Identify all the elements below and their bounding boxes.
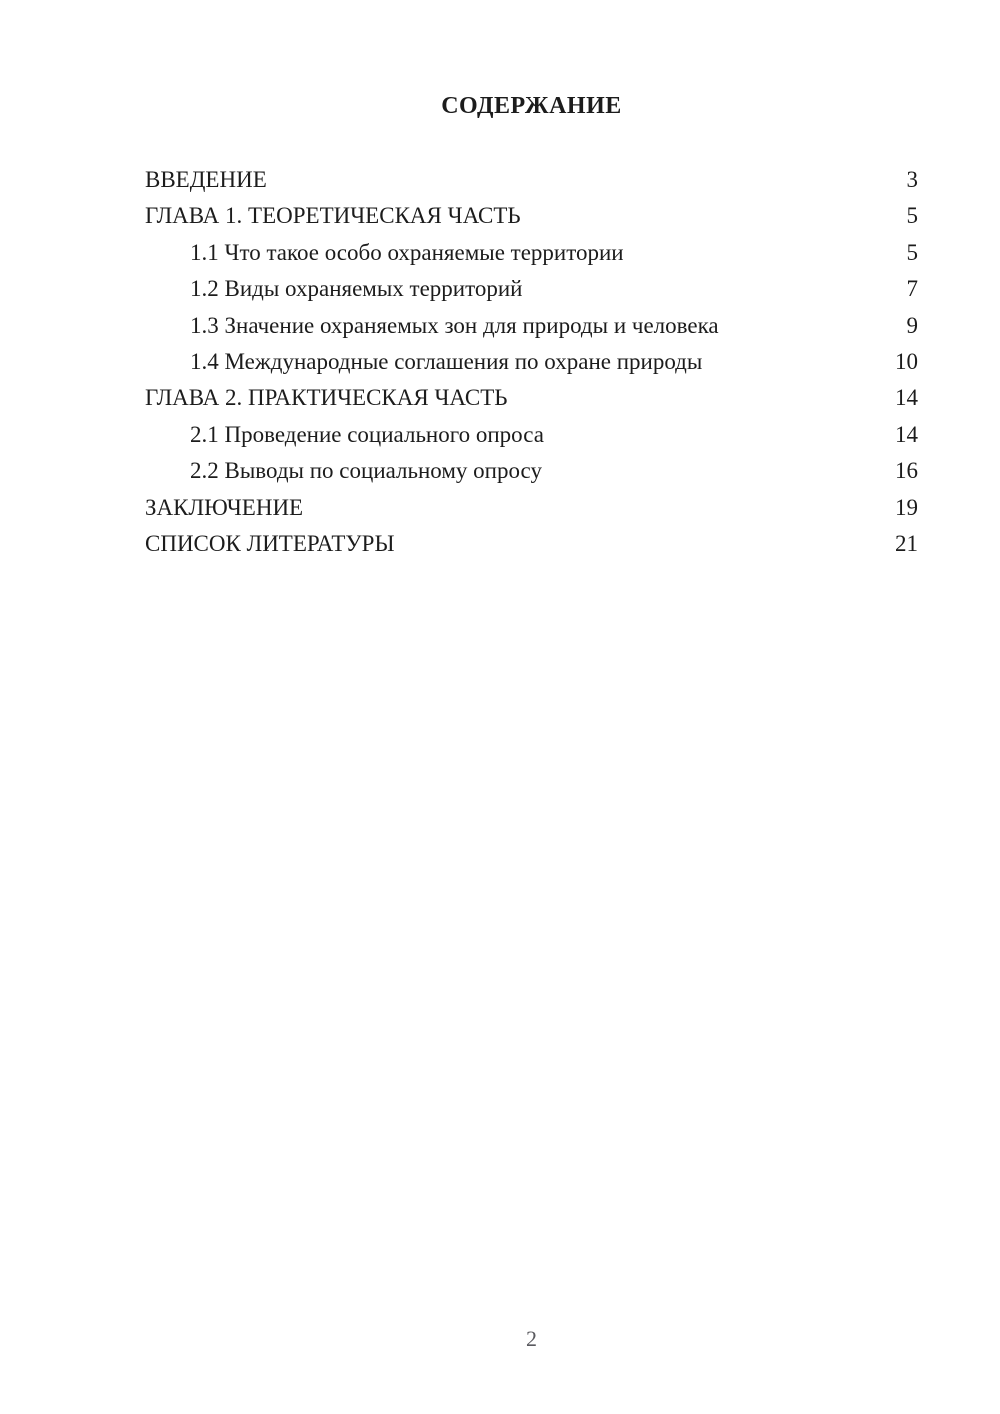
toc-entry [145, 380, 918, 416]
toc-entry [145, 453, 918, 489]
toc-entry-label: ЗАКЛЮЧЕНИЕ [145, 494, 304, 520]
toc-list [145, 162, 918, 562]
toc-entry-page-number: 5 [906, 203, 918, 229]
toc-content [145, 90, 918, 562]
toc-entry [145, 235, 918, 271]
toc-entry-label: СПИСОК ЛИТЕРАТУРЫ [145, 531, 395, 557]
toc-entry-label: ГЛАВА 2. ПРАКТИЧЕСКАЯ ЧАСТЬ [145, 385, 508, 411]
toc-entry-page-number: 19 [895, 494, 918, 520]
page-title: СОДЕРЖАНИЕ [441, 93, 622, 119]
toc-entry-label: 1.2 Виды охраняемых территорий [190, 276, 523, 302]
toc-entry-label: 1.4 Международные соглашения по охране природы [190, 349, 703, 375]
toc-entry-page-number: 3 [906, 167, 918, 192]
toc-entry [145, 162, 918, 198]
toc-entry [145, 308, 918, 344]
toc-entry [145, 198, 918, 234]
toc-entry-label: 1.3 Значение охраняемых зон для природы и человека [190, 312, 719, 338]
toc-entry-label: 2.1 Проведение социального опроса [190, 421, 544, 447]
toc-entry-page-number: 14 [895, 421, 918, 447]
toc-entry [145, 490, 918, 526]
toc-entry [145, 271, 918, 307]
toc-entry-page-number: 7 [906, 276, 918, 302]
toc-entry-label: 2.2 Выводы по социальному опросу [190, 458, 542, 484]
toc-entry-page-number: 21 [895, 531, 918, 557]
toc-entry-page-number: 9 [906, 312, 918, 338]
footer-page-number: 2 [526, 1326, 537, 1351]
toc-entry-label: 1.1 Что такое особо охраняемые территории [190, 239, 624, 265]
toc-entry-page-number: 16 [895, 458, 918, 484]
toc-entry-label: ГЛАВА 1. ТЕОРЕТИЧЕСКАЯ ЧАСТЬ [145, 203, 521, 229]
toc-entry [145, 344, 918, 380]
toc-entry-page-number: 10 [895, 349, 918, 375]
toc-entry [145, 526, 918, 562]
toc-entry-label: ВВЕДЕНИЕ [145, 167, 267, 192]
toc-entry-page-number: 14 [895, 385, 918, 411]
toc-entry [145, 417, 918, 453]
toc-entry-page-number: 5 [906, 239, 918, 265]
